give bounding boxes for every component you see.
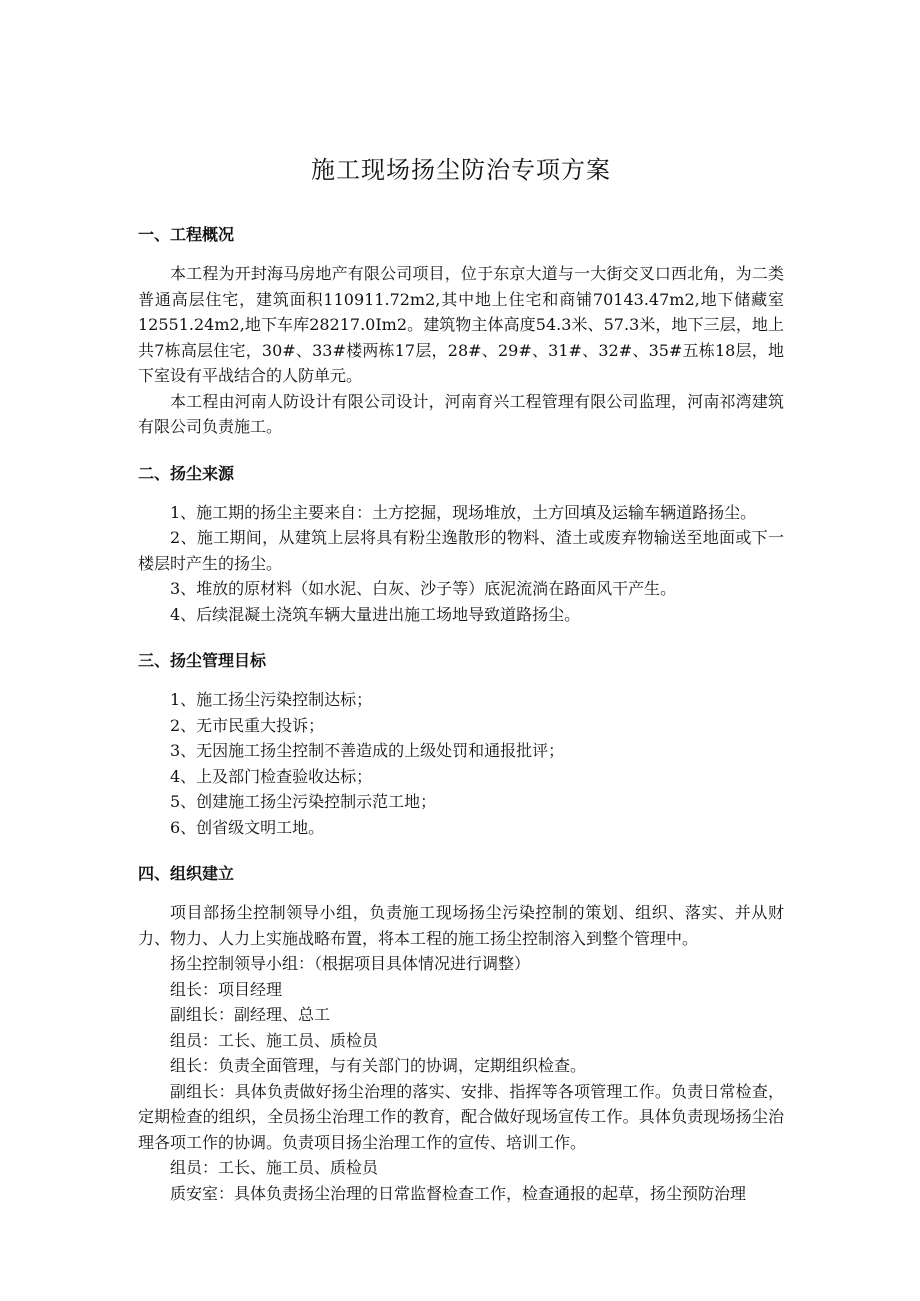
list-item: 2、无市民重大投诉； bbox=[170, 715, 325, 735]
paragraph: 组员：工长、施工员、质检员 bbox=[170, 1158, 379, 1177]
section-dust-sources bbox=[138, 462, 784, 628]
paragraph: 2、施工期间，从建筑上层将具有粉尘逸散形的物料、渣土或废弃物输送至地面或下一楼层时产生的扬尘。 bbox=[138, 528, 784, 573]
paragraph: 项目部扬尘控制领导小组，负责施工现场扬尘污染控制的策划、组织、落实、并从财力、物力、人力上实施战略布置，将本工程的施工扬尘控制溶入到整个管理中。 bbox=[138, 903, 784, 948]
section-heading: 四、组织建立 bbox=[138, 864, 235, 883]
paragraph: 组长：项目经理 bbox=[170, 979, 283, 999]
list-item: 6、创省级文明工地。 bbox=[170, 817, 325, 837]
list-item: 3、无因施工扬尘控制不善造成的上级处罚和通报批评； bbox=[170, 741, 565, 760]
paragraph: 副组长：具体负责做好扬尘治理的落实、安排、指挥等各项管理工作。负责日常检查，定期检查的组织，全员扬尘治理工作的教育，配合做好现场宣传工作。具体负责现场扬尘治理各项工作的协调。负责项目扬尘治理工作的宣传、培训工作。 bbox=[138, 1081, 784, 1152]
list-item: 1、施工扬尘污染控制达标； bbox=[170, 690, 373, 709]
section-project-overview bbox=[138, 223, 784, 440]
paragraph: 组员：工长、施工员、质检员 bbox=[170, 1030, 379, 1050]
paragraph: 3、堆放的原材料（如水泥、白灰、沙子等）底泥流淌在路面风干产生。 bbox=[170, 579, 677, 598]
paragraph: 副组长：副经理、总工 bbox=[170, 1005, 331, 1024]
document-title: 施工现场扬尘防治专项方案 bbox=[311, 156, 611, 184]
list-item: 4、上及部门检查验收达标； bbox=[170, 766, 373, 786]
paragraph: 4、后续混凝土浇筑车辆大量进出施工场地导致道路扬尘。 bbox=[170, 604, 581, 624]
paragraph: 组长：负责全面管理，与有关部门的协调，定期组织检查。 bbox=[170, 1056, 587, 1075]
document-page bbox=[138, 150, 784, 1206]
list-item: 5、创建施工扬尘污染控制示范工地； bbox=[170, 792, 437, 811]
section-heading: 二、扬尘来源 bbox=[138, 463, 235, 483]
paragraph: 本工程为开封海马房地产有限公司项目，位于东京大道与一大街交叉口西北角，为二类普通高层住宅，建筑面积110911.72m2,其中地上住宅和商铺70143.47m2,地下储藏室12551.24m2,地下车库28217.0Im2。建筑物主体高度54.3米、57.3米，地下三层，地上共7栋高层住宅，30#、33#楼两栋17层，28#、29#、31#、32#、35#五栋18层，地下室设有平战结合的人防单元。 bbox=[138, 264, 784, 385]
paragraph: 本工程由河南人防设计有限公司设计，河南育兴工程管理有限公司监理，河南祁湾建筑有限公司负责施工。 bbox=[138, 391, 784, 436]
paragraph: 扬尘控制领导小组：（根据项目具体情况进行调整） bbox=[170, 954, 531, 973]
section-management-goals bbox=[138, 649, 784, 840]
section-organization bbox=[138, 862, 784, 1206]
paragraph: 1、施工期的扬尘主要来自：土方挖掘，现场堆放，土方回填及运输车辆道路扬尘。 bbox=[170, 502, 757, 522]
paragraph: 质安室：具体负责扬尘治理的日常监督检查工作，检查通报的起草，扬尘预防治理 bbox=[170, 1183, 747, 1203]
section-heading: 一、工程概况 bbox=[138, 225, 235, 244]
section-heading: 三、扬尘管理目标 bbox=[138, 651, 267, 670]
